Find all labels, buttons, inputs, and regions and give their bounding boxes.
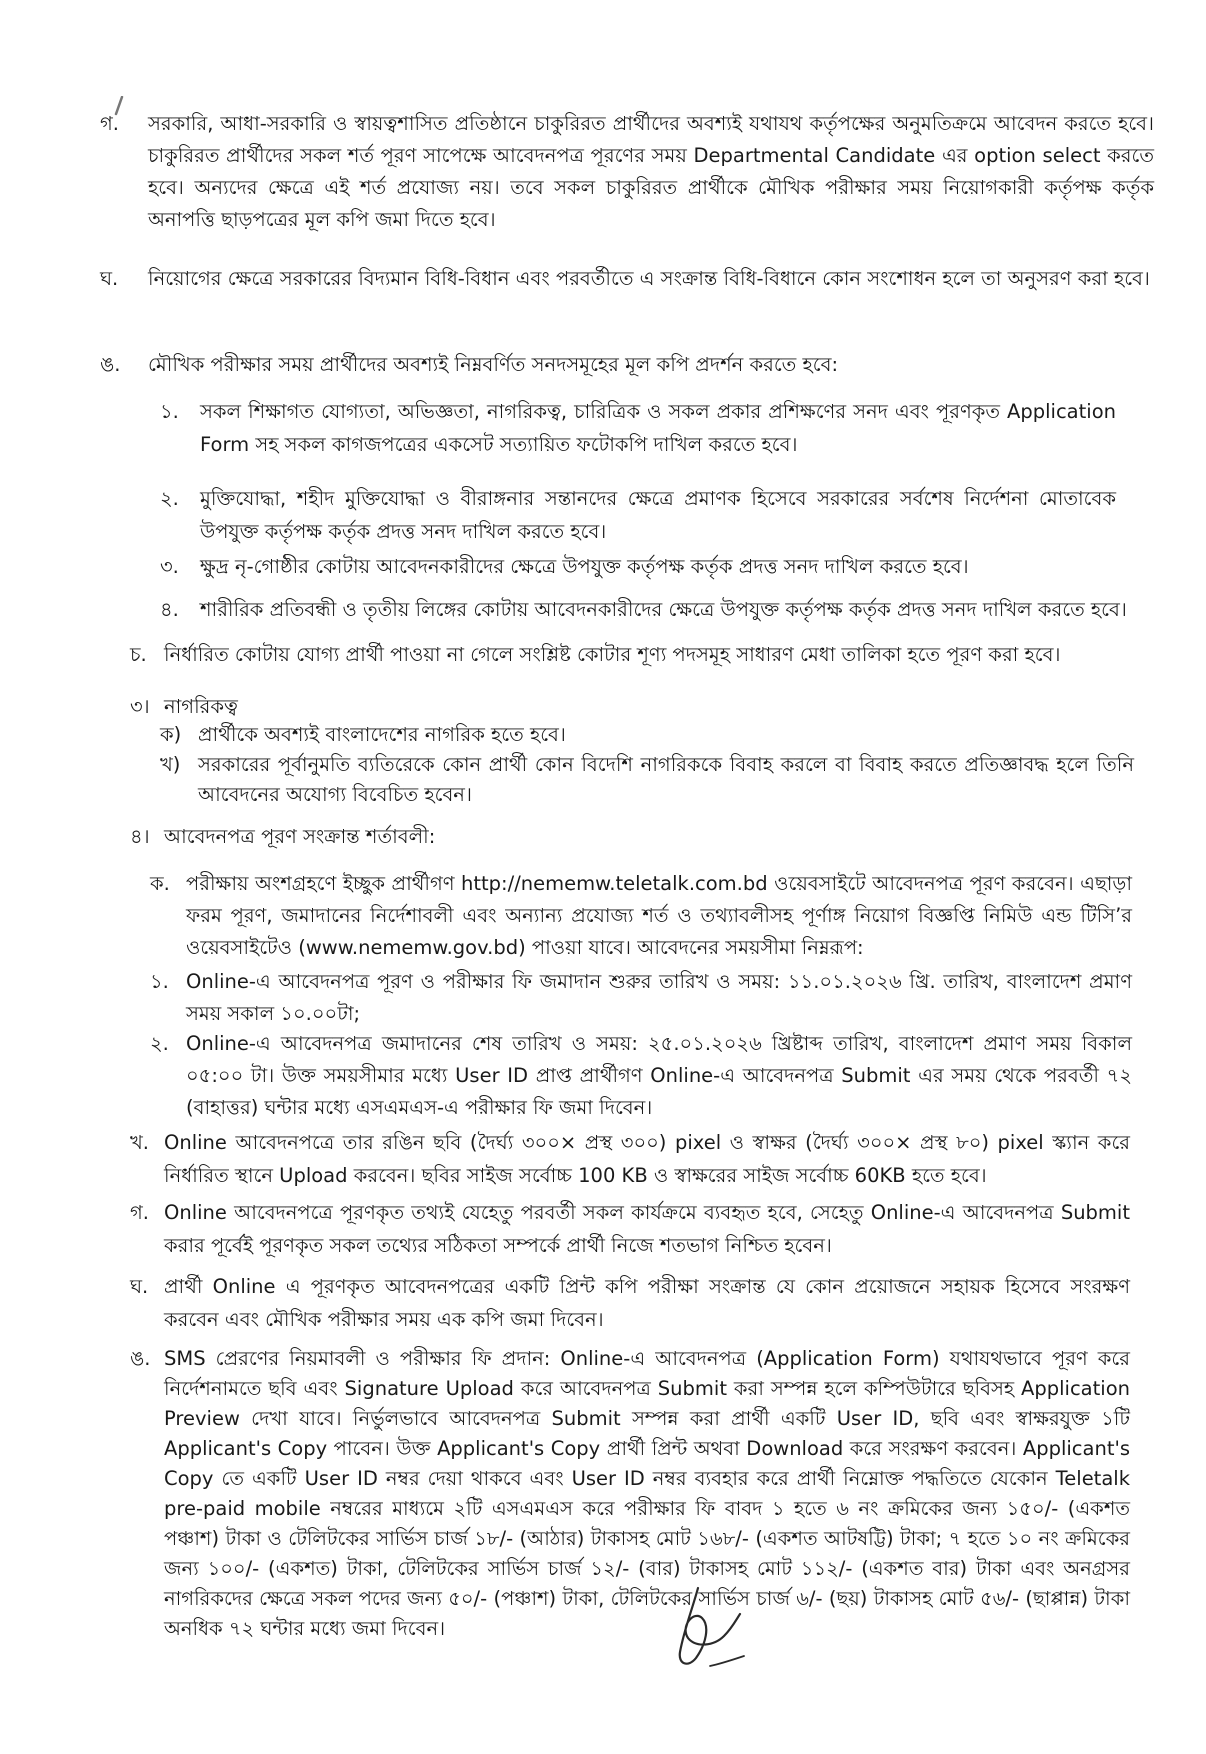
para-ga-text: সরকারি, আধা-সরকারি ও স্বায়ত্বশাসিত প্রতিষ্ঠানে চাকুরিরত প্রার্থীদের অবশ্যই যথাযথ কর্তৃপক্ষের অনুমতিক্রমে আবেদন করতে হবে। চাকুরিরত প্রার্থীদের সকল শর্ত পূরণ সাপেক্ষে আবেদনপত্র পূরণের সময় Departmental Candidate এর option select করতে হবে। অন্যদের ক্ষেত্রে এই শর্ত প্রযোজ্য নয়। তবে সকল চাকুরিরত প্রার্থীকে মৌখিক পরীক্ষার সময় নিয়োগকারী কর্তৃপক্ষ কর্তৃক অনাপত্তি ছাড়পত্রের মূল কপি জমা দিতে হবে। [148,112,1154,231]
section-4-label: ৪। [130,825,150,848]
signature-icon [640,1580,770,1675]
para-umo-3 [160,550,1116,583]
para-cha [130,638,1130,671]
section-4-title: আবেদনপত্র পূরণ সংক্রান্ত শর্তাবলী: [164,825,436,848]
section-4-item-gha [130,1270,1130,1336]
section-4-item-ka-2-text: Online-এ আবেদনপত্র জমাদানের শেষ তারিখ ও সময়: ২৫.০১.২০২৬ খ্রিষ্টাব্দ তারিখ, বাংলাদেশ প্রমাণ সময় বিকাল ০৫:০০ টা। উক্ত সময়সীমার মধ্যে User ID প্রাপ্ত প্রার্থীগণ Online-এ আবেদনপত্র Submit এর সময় থেকে পরবর্তী ৭২ (বাহাত্তর) ঘন্টার মধ্যে এসএমএস-এ পরীক্ষার ফি জমা দিবেন। [186,1032,1132,1119]
para-umo-text: মৌখিক পরীক্ষার সময় প্রার্থীদের অবশ্যই নিম্নবর্ণিত সনদসমূহের মূল কপি প্রদর্শন করতে হবে: [148,353,839,376]
section-4-item-ka-2 [150,1028,1132,1124]
para-cha-text: নির্ধারিত কোটায় যোগ্য প্রার্থী পাওয়া না গেলে সংশ্লিষ্ট কোটার শূণ্য পদসমূহ সাধারণ মেধা তালিকা হতে পূরণ করা হবে। [164,643,1061,666]
section-4-item-ka-label: ক. [150,872,170,895]
section-4-item-kha-text: Online আবেদনপত্রে তার রঙিন ছবি (দৈর্ঘ্য ৩০০× প্রস্থ ৩০০) pixel ও স্বাক্ষর (দৈর্ঘ্য ৩০০× প্রস্থ ৮০) pixel স্ক্যান করে নির্ধারিত স্থানে Upload করবেন। ছবির সাইজ সর্বোচ্চ 100 KB ও স্বাক্ষরের সাইজ সর্বোচ্চ 60KB হতে হবে। [164,1131,1130,1187]
para-umo-4-label: ৪. [160,598,179,621]
para-cha-label: চ. [130,643,147,666]
section-3-item-ka-text: প্রার্থীকে অবশ্যই বাংলাদেশের নাগরিক হতে হবে। [198,723,566,746]
section-4-item-ka-text: পরীক্ষায় অংশগ্রহণে ইচ্ছুক প্রার্থীগণ http://nememw.teletalk.com.bd ওয়েবসাইটে আবেদনপত্র পূরণ করবেন। এছাড়া ফরম পূরণ, জমাদানের নির্দেশাবলী এবং অন্যান্য প্রযোজ্য শর্ত ও তথ্যাবলীসহ পূর্ণাঙ্গ নিয়োগ বিজ্ঞপ্তি নিমিউ এন্ড টিসি’র ওয়েবসাইটেও (www.nememw.gov.bd) পাওয়া যাবে। আবেদনের সময়সীমা নিম্নরূপ: [186,872,1132,959]
section-3-item-kha [160,750,1134,810]
section-4-item-ga [130,1196,1130,1262]
section-4-item-ka-2-label: ২. [150,1032,169,1055]
section-3-title: নাগরিকত্ব [164,695,238,718]
para-gha [100,262,1154,295]
section-4-item-kha [130,1126,1130,1192]
section-4-item-ka-1-label: ১. [150,970,169,993]
section-4-item-umo-text: SMS প্রেরণের নিয়মাবলী ও পরীক্ষার ফি প্রদান: Online-এ আবেদনপত্র (Application Form) যথাযথভাবে পূরণ করে নির্দেশনামতে ছবি এবং Signature Upload করে আবেদনপত্র Submit করা সম্পন্ন হলে কম্পিউটারে ছবিসহ Application Preview দেখা যাবে। নির্ভুলভাবে আবেদনপত্র Submit সম্পন্ন করা প্রার্থী একটি User ID, ছবি এবং স্বাক্ষরযুক্ত ১টি Applicant's Copy পাবেন। উক্ত Applicant's Copy প্রার্থী প্রিন্ট অথবা Download করে সংরক্ষণ করবেন। Applicant's Copy তে একটি User ID নম্বর দেয়া থাকবে এবং User ID নম্বর ব্যবহার করে প্রার্থী নিম্নোক্ত পদ্ধতিতে যেকোন Teletalk pre-paid mobile নম্বরের মাধ্যমে ২টি এসএমএস করে পরীক্ষার ফি বাবদ ১ হতে ৬ নং ক্রমিকের জন্য ১৫০/- (একশত পঞ্চাশ) টাকা ও টেলিটকের সার্ভিস চার্জ ১৮/- (আঠার) টাকাসহ মোট ১৬৮/- (একশত আটষট্টি) টাকা; ৭ হতে ১০ নং ক্রমিকের জন্য ১০০/- (একশত) টাকা, টেলিটকের সার্ভিস চার্জ ১২/- (বার) টাকাসহ মোট ১১২/- (একশত বার) টাকা এবং অনগ্রসর নাগরিকদের ক্ষেত্রে সকল পদের জন্য ৫০/- (পঞ্চাশ) টাকা, টেলিটকের সার্ভিস চার্জ ৬/- (ছয়) টাকাসহ মোট ৫৬/- (ছাপ্পান্ন) টাকা অনধিক ৭২ ঘন্টার মধ্যে জমা দিবেন। [164,1347,1130,1640]
para-umo-3-label: ৩. [160,555,179,578]
para-ga [100,108,1154,236]
para-gha-label: ঘ. [100,267,119,290]
section-4-item-ka-1-text: Online-এ আবেদনপত্র পূরণ ও পরীক্ষার ফি জমাদান শুরুর তারিখ ও সময়: ১১.০১.২০২৬ খ্রি. তারিখ, বাংলাদেশ প্রমাণ সময় সকাল ১০.০০টা; [186,970,1132,1025]
section-3-item-kha-text: সরকারের পূর্বানুমতি ব্যতিরেকে কোন প্রার্থী কোন বিদেশি নাগরিককে বিবাহ করলে বা বিবাহ করতে প্রতিজ্ঞাবদ্ধ হলে তিনি আবেদনের অযোগ্য বিবেচিত হবেন। [198,753,1134,806]
section-4-item-ka [150,868,1132,964]
para-umo-4 [160,593,1136,626]
section-4-item-ka-1 [150,966,1132,1030]
para-umo-1-label: ১. [160,400,179,423]
section-4-item-ga-text: Online আবেদনপত্রে পূরণকৃত তথ্যই যেহেতু পরবর্তী সকল কার্যক্রমে ব্যবহৃত হবে, সেহেতু Online-এ আবেদনপত্র Submit করার পূর্বেই পূরণকৃত সকল তথ্যের সঠিকতা সম্পর্কে প্রার্থী নিজে শতভাগ নিশ্চিত হবেন। [164,1201,1130,1257]
para-umo-3-text: ক্ষুদ্র নৃ-গোষ্ঠীর কোটায় আবেদনকারীদের ক্ষেত্রে উপযুক্ত কর্তৃপক্ষ কর্তৃক প্রদত্ত সনদ দাখিল করতে হবে। [200,555,969,578]
section-4-item-umo-label: ঙ. [130,1347,151,1370]
section-3-item-ka [160,720,1134,750]
para-umo-2-text: মুক্তিযোদ্ধা, শহীদ মুক্তিযোদ্ধা ও বীরাঙ্গনার সন্তানদের ক্ষেত্রে প্রমাণক হিসেবে সরকারের সর্বশেষ নির্দেশনা মোতাবেক উপযুক্ত কর্তৃপক্ষ কর্তৃক প্রদত্ত সনদ দাখিল করতে হবে। [200,487,1116,543]
para-ga-label: গ. [100,112,119,135]
section-3-label: ৩। [130,695,150,718]
section-3-heading [130,690,1130,723]
para-umo-label: ঙ. [100,353,121,376]
para-umo-4-text: শারীরিক প্রতিবন্ধী ও তৃতীয় লিঙ্গের কোটায় আবেদনকারীদের ক্ষেত্রে উপযুক্ত কর্তৃপক্ষ কর্তৃক প্রদত্ত সনদ দাখিল করতে হবে। [200,598,1127,621]
section-3-item-ka-label: ক) [160,723,182,746]
section-3-item-kha-label: খ) [160,753,181,776]
para-gha-text: নিয়োগের ক্ষেত্রে সরকারের বিদ্যমান বিধি-বিধান এবং পরবর্তীতে এ সংক্রান্ত বিধি-বিধানে কোন সংশোধন হলে তা অনুসরণ করা হবে। [148,267,1150,290]
section-4-item-kha-label: খ. [130,1131,150,1154]
section-4-item-umo [130,1344,1130,1644]
section-4-heading [130,820,1130,853]
para-umo [100,348,1154,381]
section-4-item-gha-label: ঘ. [130,1275,149,1298]
section-4-item-ga-label: গ. [130,1201,149,1224]
para-umo-2 [160,482,1116,548]
para-umo-2-label: ২. [160,487,179,510]
para-umo-1 [160,395,1116,461]
section-4-item-gha-text: প্রার্থী Online এ পূরণকৃত আবেদনপত্রের একটি প্রিন্ট কপি পরীক্ষা সংক্রান্ত যে কোন প্রয়োজনে সহায়ক হিসেবে সংরক্ষণ করবেন এবং মৌখিক পরীক্ষার সময় এক কপি জমা দিবেন। [164,1275,1130,1331]
para-umo-1-text: সকল শিক্ষাগত যোগ্যতা, অভিজ্ঞতা, নাগরিকত্ব, চারিত্রিক ও সকল প্রকার প্রশিক্ষণের সনদ এবং পূরণকৃত Application Form সহ সকল কাগজপত্রের একসেট সত্যায়িত ফটোকপি দাখিল করতে হবে। [200,400,1116,456]
